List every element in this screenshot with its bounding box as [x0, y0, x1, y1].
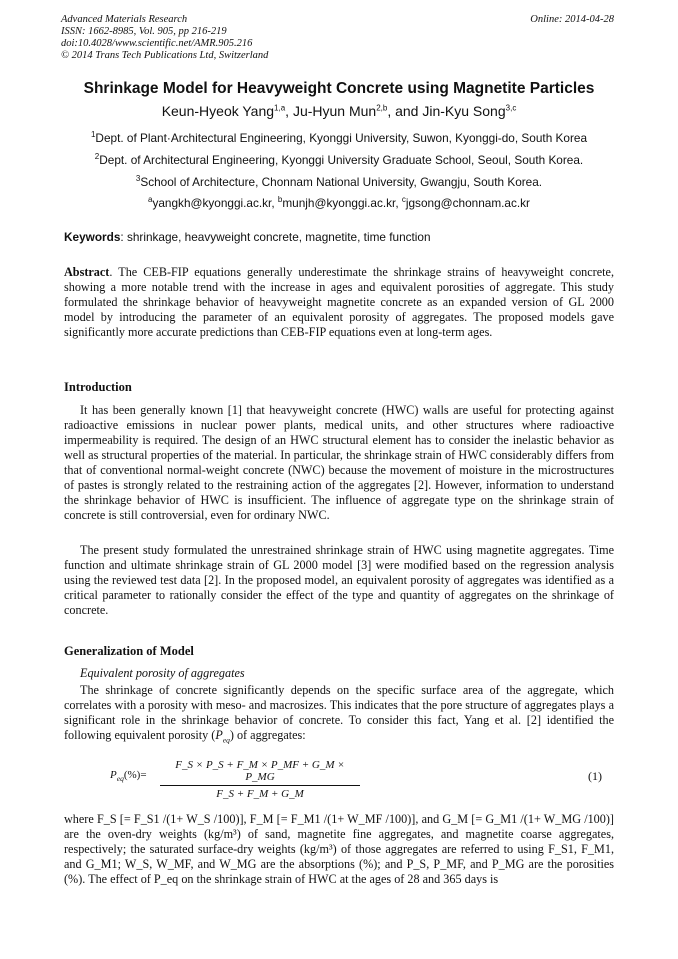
equation-denominator: F_S + F_M + G_M	[216, 788, 304, 800]
gen-text-end: ) of aggregates:	[229, 728, 306, 742]
online-date: Online: 2014-04-28	[530, 14, 614, 25]
keywords-text: : shrinkage, heavyweight concrete, magnetite, time function	[120, 230, 431, 244]
eq-lhs-rest: (%)=	[123, 769, 147, 781]
author-affil-sup: 3,c	[505, 103, 517, 113]
affil-text: Dept. of Plant·Architectural Engineering, Kyonggi University, Suwon, Kyonggi-do, South Korea	[95, 131, 588, 145]
running-header-left	[61, 14, 268, 62]
section-heading-introduction: Introduction	[64, 380, 132, 394]
affil-sup: 1	[90, 130, 96, 140]
symbol-sub: eq	[222, 735, 230, 745]
subsection-heading: Equivalent porosity of aggregates	[80, 666, 245, 680]
equation-lhs	[110, 769, 147, 784]
eq-lhs-symbol: P	[110, 769, 117, 781]
journal-name: Advanced Materials Research	[61, 14, 188, 25]
eq-lhs-sub: eq	[116, 774, 124, 784]
affil-text: Dept. of Architectural Engineering, Kyonggi University Graduate School, Seoul, South Korea.	[99, 153, 584, 167]
author-separator: ,	[285, 103, 293, 119]
author-name: Keun-Hyeok Yang	[161, 103, 275, 119]
copyright-line: © 2014 Trans Tech Publications Ltd, Switzerland	[61, 50, 269, 61]
email-link[interactable]: jgsong@chonnam.ac.kr	[405, 196, 530, 210]
equation-number: (1)	[588, 769, 602, 783]
keywords-line	[64, 230, 431, 244]
author-name: Jin-Kyu Song	[422, 103, 506, 119]
email-link[interactable]: munjh@kyonggi.ac.kr,	[282, 196, 402, 210]
author-list	[0, 103, 678, 119]
affiliation-3	[0, 175, 678, 189]
email-sup: c	[401, 195, 406, 205]
affiliation-2	[0, 153, 678, 167]
abstract-label: Abstract	[64, 265, 110, 279]
affil-text: School of Architecture, Chonnam National University, Gwangju, South Korea.	[140, 175, 543, 189]
email-link[interactable]: yangkh@kyonggi.ac.kr,	[152, 196, 278, 210]
abstract-text: . The CEB-FIP equations generally underestimate the shrinkage strains of heavyweight concrete, showing a more notable trend with the increase in ages and equivalent porosities of aggregate. This study formulated the shrinkage behavior of heavyweight magnetite concrete as an expanded version of GL 2000 model by introducing the parameter of an equivalent porosity of aggregates. The proposed models gave significantly more accurate predictions than CEB-FIP equations even at long-term ages.	[64, 265, 614, 339]
issn-line: ISSN: 1662-8985, Vol. 905, pp 216-219	[61, 26, 227, 37]
equation-numerator: F_S × P_S + F_M × P_MF + G_M × P_MG	[160, 759, 360, 786]
abstract-paragraph	[64, 265, 614, 340]
email-sup: b	[277, 195, 283, 205]
equation-fraction	[160, 759, 360, 800]
where-paragraph: where F_S [= F_S1 /(1+ W_S /100)], F_M [= F_M1 /(1+ W_MF /100)], and G_M [= G_M1 /(1+ W_MG /100)] are the oven-dry weights (kg/m³) of sand, magnetite fine aggregates, and magnetite coarse aggregates, respectively; the saturated surface-dry weights (kg/m³) of those aggregates are referred to using F_S1, F_M1, and G_M1; W_S, W_MF, and W_MG are the absorptions (%); and P_S, P_MF, and P_MG are the porosities (%). The effect of P_eq on the shrinkage strain of HWC at the ages of 28 and 365 days is	[64, 812, 614, 886]
intro-paragraph-1	[64, 403, 614, 523]
author-separator: , and	[387, 103, 423, 119]
section-heading-generalization: Generalization of Model	[64, 644, 194, 658]
affil-sup: 2	[94, 152, 100, 162]
intro-text-2: The present study formulated the unrestrained shrinkage strain of HWC using magnetite aggregates. Time function and ultimate shrinkage strain of GL 2000 model [3] were modified based on the regression analysis using the reviewed test data [2]. In the proposed model, an equivalent porosity of aggregates was identified as a critical parameter to rationally consider the effect of the type and quantity of aggregates on the shrinkage of concrete.	[64, 543, 614, 617]
doi-line: doi:10.4028/www.scientific.net/AMR.905.216	[61, 38, 253, 49]
author-affil-sup: 1,a	[274, 103, 286, 113]
equation-1	[110, 759, 620, 799]
generalization-paragraph-1	[64, 683, 614, 743]
paper-title: Shrinkage Model for Heavyweight Concrete using Magnetite Particles	[83, 80, 595, 97]
email-line	[0, 196, 678, 210]
affil-sup: 3	[135, 174, 141, 184]
intro-paragraph-2	[64, 543, 614, 618]
symbol-p: P	[215, 728, 223, 742]
keywords-label: Keywords	[64, 230, 121, 244]
gen-text: The shrinkage of concrete significantly depends on the specific surface area of the aggregate, which correlates with a porosity with meso- and macrosizes. This indicates that the pore structure of aggregates plays a significant role in the shrinkage behavior of concrete. To consider this fact, Yang et al. [2] identified the following equivalent porosity (	[64, 683, 614, 742]
affiliation-1	[0, 131, 678, 145]
author-name: Ju-Hyun Mun	[292, 103, 377, 119]
author-affil-sup: 2,b	[376, 103, 388, 113]
intro-text-1: It has been generally known [1] that heavyweight concrete (HWC) walls are useful for protecting against radioactive emissions in nuclear power plants, medical units, and other structures where radioactive impermeability is required. The design of an HWC structural element has to consider the inelastic behavior as well as structural properties of the material. In particular, the shrinkage strain of HWC considerably differs from that of conventional normal-weight concrete (NWC) because the movement of moisture in the microstructures of pastes is strongly related to the restraining action of the aggregates [2]. However, information to understand the shrinkage behavior of HWC is insufficient. The influence of aggregate type on the shrinkage strain of concrete is still controversial, even for ordinary NWC.	[64, 403, 614, 522]
email-sup: a	[148, 195, 153, 205]
